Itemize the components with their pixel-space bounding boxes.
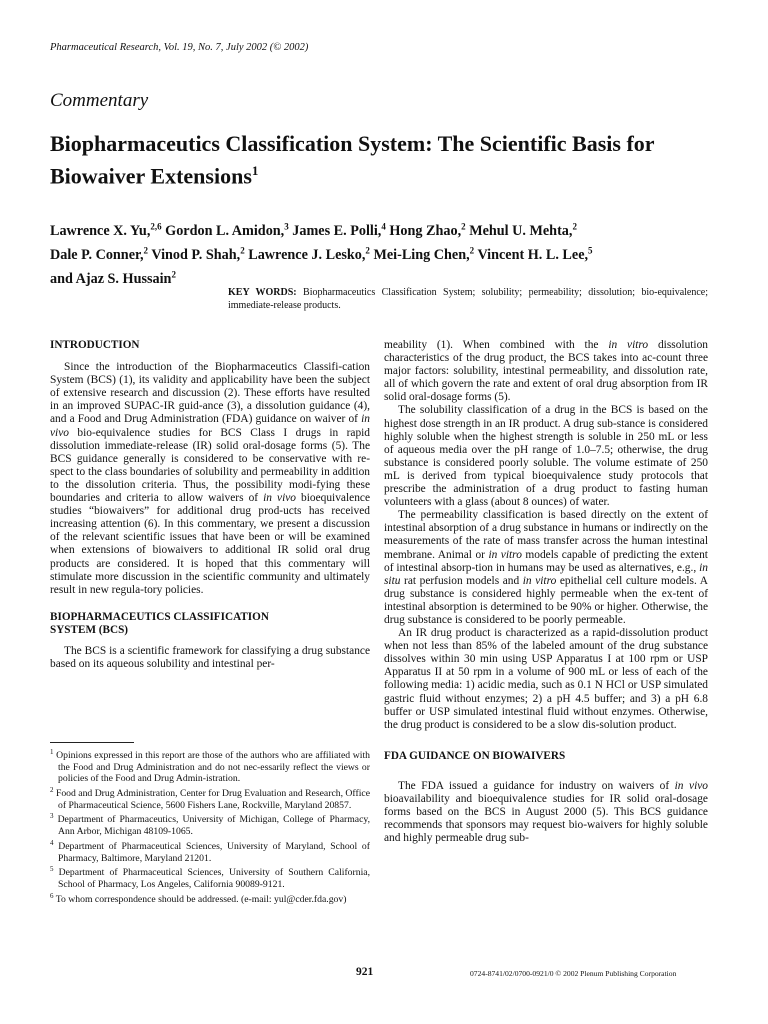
bcs-heading: BIOPHARMACEUTICS CLASSIFICATION SYSTEM (BCS) [50, 610, 269, 636]
right-column [384, 339, 708, 845]
bcs-paragraph-start: The BCS is a scientific framework for classifying a drug substance based on its aqueous solubility and intestinal per- [50, 644, 370, 671]
introduction-paragraph: Since the introduction of the Biopharmaceutics Classifi-cation System (BCS) (1), its validity and applicability have been the subject of extensive research and discussion (2). These efforts have resulted in an improved SUPAC-IR guid-ance (3), a dissolution guidance (4), and a Food and Drug Administration (FDA) guidance on waiver of in vivo bio-equivalence studies for BCS Class I drugs in rapid dissolution immediate-release (IR) solid oral-dosage forms (5). The BCS guidance generally is considered to be conservative with re-spect to the class boundaries of solubility and permeability in addition to the dissolution criteria. Thus, the possibility modi-fying these boundaries and criteria to allow waivers of in vivo bioequivalence studies “biowaivers” for additional drug prod-ucts has received increasing attention (6). In this commentary, we present a discussion of the relevant scientific issues that have been or will be examined when extensions of biowaivers to additional IR solid oral drug products are considered. It is hoped that this commentary will stimulate more discussion in the scientific community and ultimately result in new regula-tory policies. [50, 361, 370, 596]
fda-paragraph: The FDA issued a guidance for industry on waivers of in vivo bioavailability and bioequivalence studies for IR solid oral-dosage forms based on the BCS in August 2000 (5). This BCS guidance recommends that sponsors may request bio-waivers for highly soluble and highly permeable drug sub- [384, 779, 708, 845]
footnote: $^6$ To whom correspondence should be addressed. (e-mail: yul@cder.fda.gov) [50, 891, 347, 905]
author: Dale P. Conner,$^2$ [50, 245, 149, 264]
author: Lawrence J. Lesko,$^2$ [248, 245, 370, 264]
author: Gordon L. Amidon,$^3$ [165, 221, 289, 239]
author-list [50, 217, 720, 290]
keywords-label: KEY WORDS: [228, 287, 297, 298]
left-column [50, 339, 370, 671]
solubility-paragraph: The solubility classification of a drug in the BCS is based on the highest dose strength in an IR product. A drug sub-stance is considered highly soluble when the highest strength is soluble in 250 mL or less of aqueous media over the pH range of 1.0–7.5; otherwise, the drug substance is considered poorly soluble. The volume estimate of 250 mL is derived from typical bioequivalence study protocols that prescribe the administration of a drug product to fasting human volunteers with a glass (about 8 ounces) of water. [384, 404, 708, 509]
author: James E. Polli,$^4$ [292, 221, 386, 239]
footnote-divider [50, 742, 134, 743]
author: Vincent H. L. Lee,$^5$ [477, 245, 593, 264]
permeability-paragraph: The permeability classification is based directly on the extent of intestinal absorption of a drug substance in humans or indirectly on the measurements of the rate of mass transfer across the human intestinal membrane. Animal or in vitro models capable of predicting the extent of intestinal absorp-tion in humans may be used as alternatives, e.g., in situ rat perfusion models and in vitro epithelial cell culture models. A drug substance is considered highly permeable when the ex-tent of intestinal absorption is determined to be 90% or higher. Otherwise, the drug substance is considered to be poorly permeable. [384, 509, 708, 626]
page-number: 921 [356, 966, 374, 978]
keywords [228, 287, 708, 312]
author: Vinod P. Shah,$^2$ [151, 245, 245, 264]
title-footnote-mark: 1 [251, 163, 259, 178]
footnote: $^4$ Department of Pharmaceutical Sciences, University of Maryland, School of Pharmacy, Baltimore, Maryland 21201. [50, 838, 371, 864]
article-title [50, 130, 720, 189]
title-text: Biopharmaceutics Classification System: The Scientific Basis for Biowaiver Extensions [50, 131, 655, 189]
footnote: $^1$ Opinions expressed in this report are those of the authors who are affiliated with the Food and Drug Administration and do not nec-essarily reflect the views or policies of the Food and Drug Admin-istration. [50, 748, 370, 785]
author: and Ajaz S. Hussain$^2$ [50, 269, 176, 288]
footnote: $^5$ Department of Pharmaceutical Sciences, University of Southern California, School of Pharmacy, Los Angeles, California 90089-9121. [50, 865, 371, 891]
copyright-line: 0724-8741/02/0700-0921/0 © 2002 Plenum Publishing Corporation [470, 969, 677, 978]
dissolution-paragraph: An IR drug product is characterized as a rapid-dissolution product when not less than 85% of the labeled amount of the drug substance dissolves within 30 min using USP Apparatus I at 100 rpm or USP Apparatus II at 50 rpm in a volume of 900 mL or less of each of the following media: 1) acidic media, such as 0.1 N HCl or USP simulated gastric fluid without enzymes; 2) a pH 4.5 buffer; and 3) a pH 6.8 buffer or USP simulated intestinal fluid without enzymes. Otherwise, the drug product is considered to be a slow dis-solution product. [384, 627, 708, 731]
fda-heading: FDA GUIDANCE ON BIOWAIVERS [384, 749, 566, 762]
journal-header: Pharmaceutical Research, Vol. 19, No. 7, July 2002 (© 2002) [50, 42, 309, 53]
footnotes [50, 747, 370, 906]
footnote: $^3$ Department of Pharmaceutics, University of Michigan, College of Pharmacy, Ann Arbor, Michigan 48109-1065. [50, 812, 371, 838]
introduction-heading: INTRODUCTION [50, 339, 140, 351]
footnote: $^2$ Food and Drug Administration, Center for Drug Evaluation and Research, Office of Pharmaceutical Science, 5600 Fishers Lane, Rockville, Maryland 20857. [50, 786, 370, 811]
author: Mei-Ling Chen,$^2$ [373, 245, 475, 264]
author: Mehul U. Mehta,$^2$ [469, 221, 577, 239]
author: Hong Zhao,$^2$ [389, 221, 466, 239]
author: Lawrence X. Yu,$^{2,6}$ [50, 221, 162, 239]
section-label: Commentary [50, 90, 149, 111]
bcs-paragraph-continued: meability (1). When combined with the in vitro dissolution characteristics of the drug product, the BCS takes into ac-count three major factors: solubility, intestinal permeability, and dissolution rate, all of which govern the rate and extent of oral drug absorption from IR solid oral-dosage forms (5). [384, 339, 708, 404]
keywords-text: Biopharmaceutics Classification System; solubility; permeability; dissolution; bio-equivalence; immediate-release products. [228, 287, 709, 311]
